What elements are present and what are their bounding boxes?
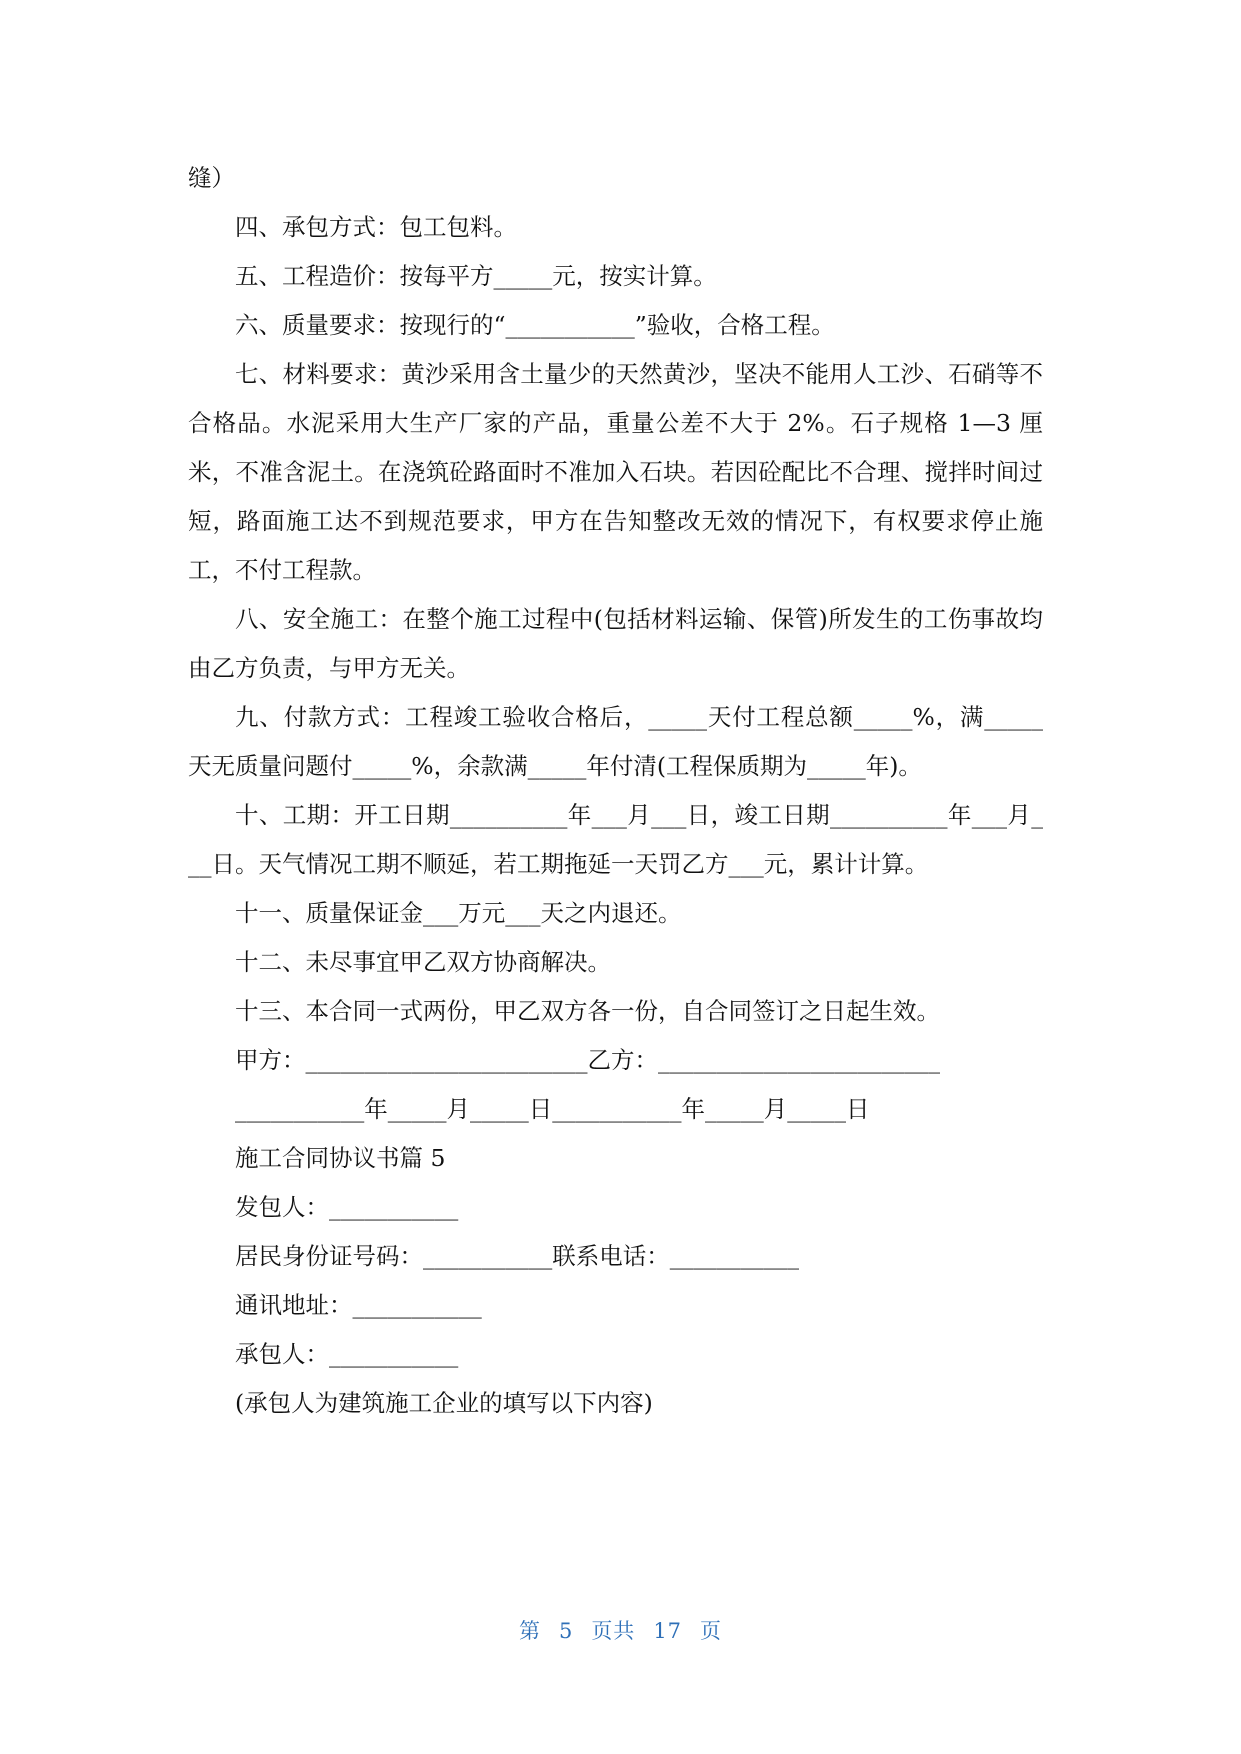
clause-contract-method: 四、承包方式：包工包料。 (235, 213, 517, 241)
clause-negotiation: 十二、未尽事宜甲乙双方协商解决。 (235, 948, 611, 976)
footer-total-pages: 17 (653, 1619, 683, 1643)
clause-payment: 九、付款方式：工程竣工验收合格后，_____天付工程总额_____%，满_____天无质量问题付_____%，余款满_____年付清(工程保质期为_____年)。 (188, 703, 1043, 780)
document-body (188, 154, 1043, 1428)
paragraph-continuation: 缝） (188, 164, 235, 192)
clause-schedule: 十、工期：开工日期__________年___月___日，竣工日期__________年___月___日。天气情况工期不顺延，若工期拖延一天罚乙方___元，累计计算。 (188, 801, 1043, 878)
clause-material-requirement: 七、材料要求：黄沙采用含土量少的天然黄沙，坚决不能用人工沙、石硝等不合格品。水泥采用大生产厂家的产品，重量公差不大于 2%。石子规格 1—3 厘米，不准含泥土。在浇筑砼路面时不准加入石块。若因砼配比不合理、搅拌时间过短，路面施工达不到规范要求，甲方在告知整改无效的情况下，有权要求停止施工，不付工程款。 (188, 360, 1043, 584)
field-note: (承包人为建筑施工企业的填写以下内容) (235, 1389, 653, 1417)
clause-effective: 十三、本合同一式两份，甲乙双方各一份，自合同签订之日起生效。 (235, 997, 940, 1025)
field-address: 通讯地址：___________ (235, 1291, 482, 1319)
footer-prefix: 第 (518, 1619, 541, 1643)
footer-suffix: 页 (700, 1619, 723, 1643)
clause-deposit: 十一、质量保证金___万元___天之内退还。 (235, 899, 682, 927)
field-employer: 发包人：___________ (235, 1193, 459, 1221)
footer-middle: 页共 (591, 1619, 636, 1643)
footer-current-page: 5 (558, 1619, 574, 1643)
section-title: 施工合同协议书篇 5 (235, 1144, 446, 1172)
field-contractor: 承包人：___________ (235, 1340, 459, 1368)
clause-project-cost: 五、工程造价：按每平方_____元，按实计算。 (235, 262, 717, 290)
field-id-and-phone: 居民身份证号码：___________联系电话：___________ (235, 1242, 799, 1270)
signature-parties: 甲方：________________________乙方：________________________ (235, 1046, 940, 1074)
clause-safety: 八、安全施工：在整个施工过程中(包括材料运输、保管)所发生的工伤事故均由乙方负责，与甲方无关。 (188, 605, 1043, 682)
clause-quality-requirement: 六、质量要求：按现行的“___________”验收，合格工程。 (235, 311, 835, 339)
signature-dates: ___________年_____月_____日___________年_____月_____日 (235, 1095, 870, 1123)
page-footer (0, 1615, 1241, 1645)
